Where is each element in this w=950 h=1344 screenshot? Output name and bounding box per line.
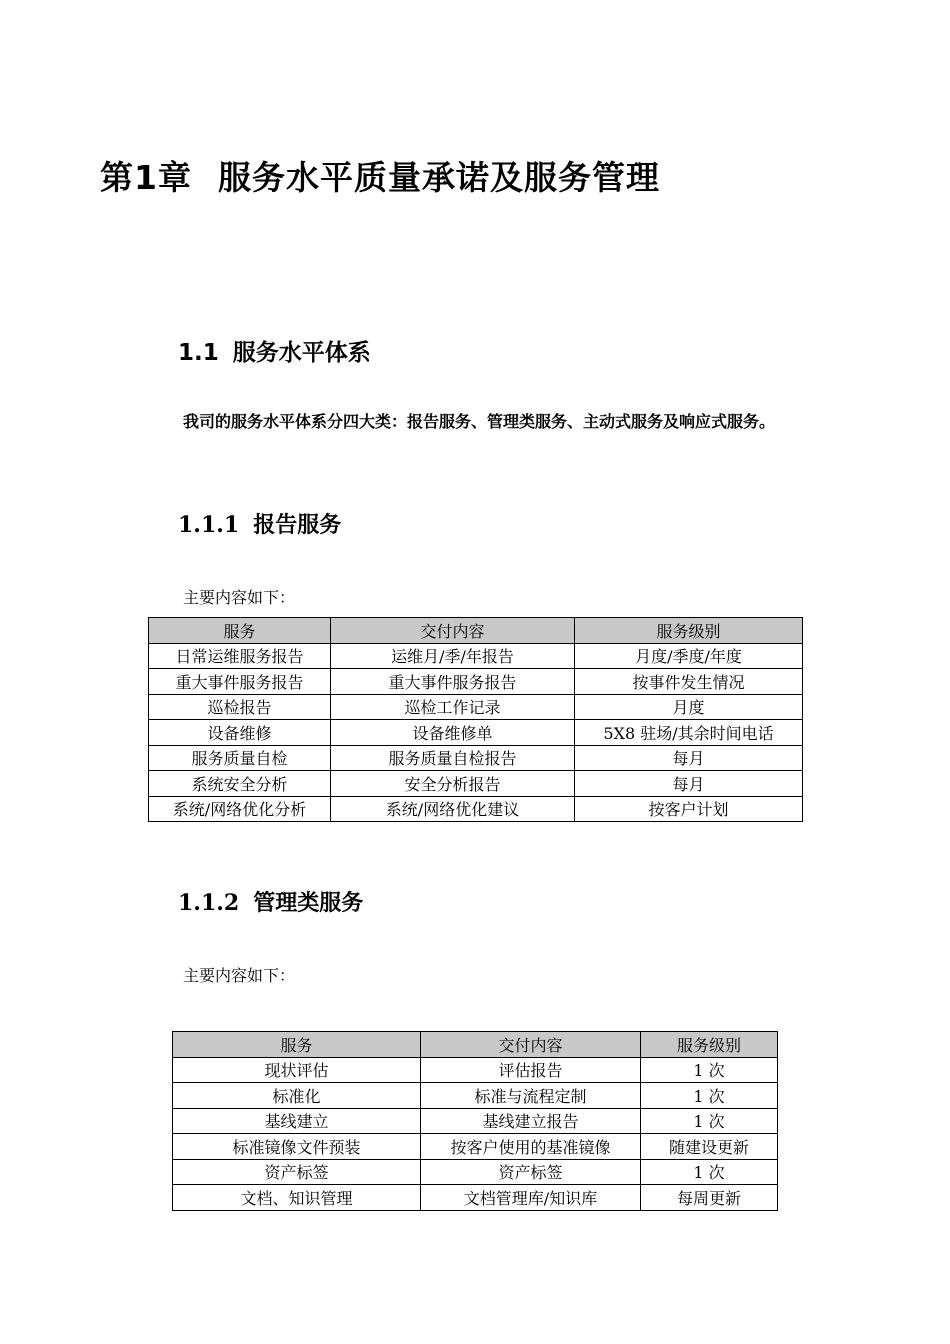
table-cell: 1 次	[641, 1057, 778, 1083]
subsection-title: 报告服务	[253, 512, 342, 538]
table-cell: 月度	[575, 694, 803, 720]
table-cell: 1 次	[641, 1108, 778, 1134]
section-heading	[178, 334, 371, 367]
section-title: 服务水平体系	[232, 340, 371, 366]
table-cell: 每周更新	[641, 1185, 778, 1211]
management-lead-text: 主要内容如下：	[183, 966, 296, 985]
chapter-title: 服务水平质量承诺及服务管理	[217, 158, 660, 197]
table-cell: 1 次	[641, 1083, 778, 1109]
table-cell: 文档、知识管理	[173, 1185, 421, 1211]
column-header: 交付内容	[331, 618, 575, 644]
table-cell: 日常运维服务报告	[149, 643, 331, 669]
table-cell: 设备维修	[149, 720, 331, 746]
table-cell: 每月	[575, 745, 803, 771]
table-cell: 系统/网络优化分析	[149, 796, 331, 822]
table-cell: 标准化	[173, 1083, 421, 1109]
table-cell: 系统安全分析	[149, 771, 331, 797]
table-cell: 文档管理库/知识库	[421, 1185, 641, 1211]
table-header-row	[173, 1032, 778, 1058]
subsection-number: 1.1.2	[178, 890, 240, 916]
table-cell: 服务质量自检	[149, 745, 331, 771]
table-cell: 按客户计划	[575, 796, 803, 822]
table-cell: 标准镜像文件预装	[173, 1134, 421, 1160]
report-services-table	[148, 617, 803, 822]
column-header: 服务级别	[641, 1032, 778, 1058]
table-cell: 基线建立	[173, 1108, 421, 1134]
table-row	[149, 643, 803, 669]
table-cell: 1 次	[641, 1159, 778, 1185]
table-row	[173, 1159, 778, 1185]
table-row	[149, 694, 803, 720]
table-cell: 按事件发生情况	[575, 669, 803, 695]
table-row	[149, 745, 803, 771]
table-cell: 资产标签	[173, 1159, 421, 1185]
management-services-table	[172, 1031, 778, 1211]
column-header: 交付内容	[421, 1032, 641, 1058]
table-cell: 设备维修单	[331, 720, 575, 746]
table-row	[149, 720, 803, 746]
subsection-number: 1.1.1	[178, 512, 240, 538]
table-row	[149, 669, 803, 695]
table-cell: 按客户使用的基准镜像	[421, 1134, 641, 1160]
table-cell: 重大事件服务报告	[331, 669, 575, 695]
table-row	[149, 771, 803, 797]
table-cell: 巡检工作记录	[331, 694, 575, 720]
table-cell: 每月	[575, 771, 803, 797]
table-cell: 重大事件服务报告	[149, 669, 331, 695]
table-cell: 基线建立报告	[421, 1108, 641, 1134]
column-header: 服务	[149, 618, 331, 644]
table-cell: 评估报告	[421, 1057, 641, 1083]
table-cell: 随建设更新	[641, 1134, 778, 1160]
section-number: 1.1	[178, 340, 219, 366]
table-cell: 月度/季度/年度	[575, 643, 803, 669]
table-cell: 安全分析报告	[331, 771, 575, 797]
table-row	[173, 1185, 778, 1211]
table-header-row	[149, 618, 803, 644]
table-cell: 资产标签	[421, 1159, 641, 1185]
table-row	[173, 1083, 778, 1109]
intro-paragraph: 我司的服务水平体系分四大类：报告服务、管理类服务、主动式服务及响应式服务。	[183, 412, 776, 431]
report-lead-text: 主要内容如下：	[183, 588, 296, 607]
column-header: 服务级别	[575, 618, 803, 644]
table-row	[149, 796, 803, 822]
subsection-heading-report	[178, 508, 341, 539]
table-row	[173, 1134, 778, 1160]
table-cell: 巡检报告	[149, 694, 331, 720]
chapter-number: 第1章	[100, 158, 192, 197]
table-cell: 标准与流程定制	[421, 1083, 641, 1109]
table-cell: 运维月/季/年报告	[331, 643, 575, 669]
subsection-title: 管理类服务	[253, 890, 364, 916]
chapter-heading	[100, 152, 660, 199]
table-cell: 系统/网络优化建议	[331, 796, 575, 822]
table-cell: 现状评估	[173, 1057, 421, 1083]
table-cell: 5X8 驻场/其余时间电话	[575, 720, 803, 746]
table-row	[173, 1057, 778, 1083]
subsection-heading-management	[178, 886, 363, 917]
table-cell: 服务质量自检报告	[331, 745, 575, 771]
table-row	[173, 1108, 778, 1134]
column-header: 服务	[173, 1032, 421, 1058]
